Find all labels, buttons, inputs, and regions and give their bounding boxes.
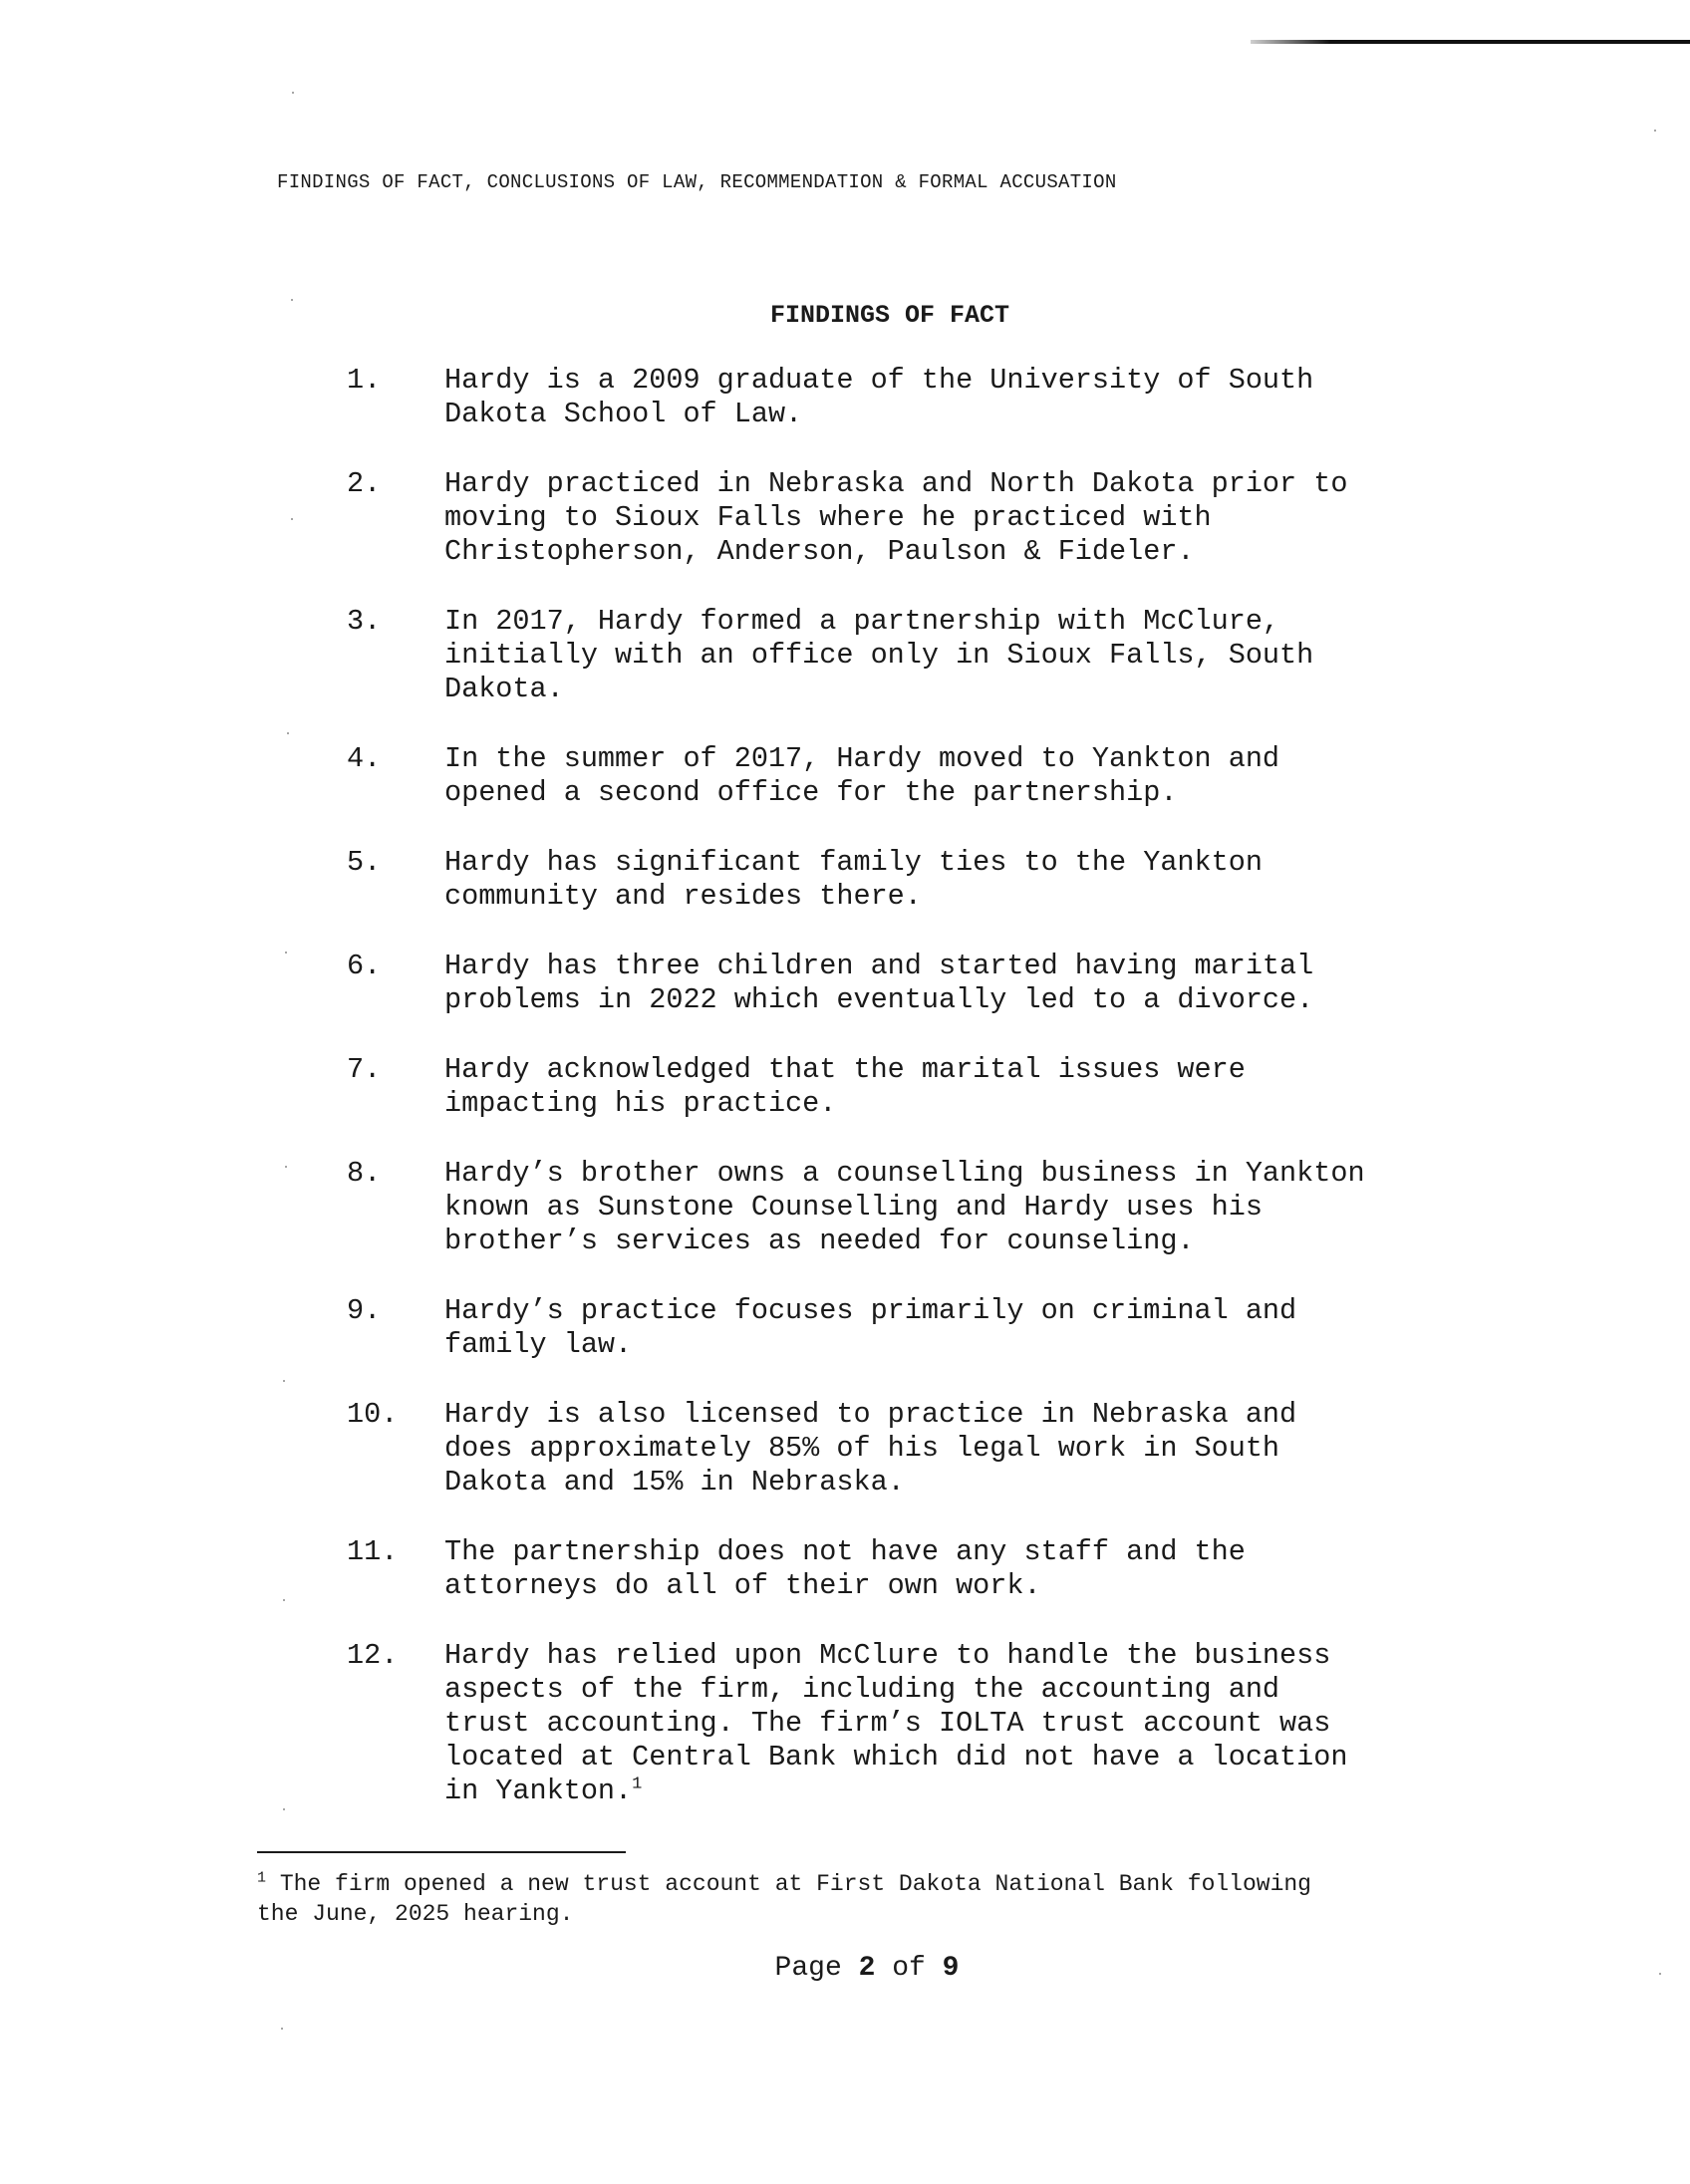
scan-speck — [283, 1599, 285, 1601]
finding-text: Hardy is also licensed to practice in Nebraska and does approximately 85% of his legal work in South Dakota and 15% in Nebraska. — [444, 1398, 1297, 1499]
finding-text: In the summer of 2017, Hardy moved to Yankton and opened a second office for the partnership. — [444, 742, 1280, 809]
finding-item — [347, 364, 1493, 431]
finding-number: 11. — [347, 1535, 399, 1568]
footnote-mark: 1 — [257, 1869, 267, 1887]
footnote-reference[interactable]: 1 — [632, 1774, 643, 1794]
finding-number: 4. — [347, 742, 382, 775]
finding-number: 6. — [347, 950, 382, 982]
scan-artifact-line — [1251, 40, 1690, 44]
footnote — [257, 1869, 1453, 1929]
scan-speck — [283, 1808, 285, 1810]
page-total: 9 — [942, 1953, 960, 1984]
finding-item — [347, 1639, 1493, 1808]
finding-number: 7. — [347, 1053, 382, 1086]
finding-item — [347, 1535, 1493, 1603]
finding-item — [347, 1157, 1493, 1258]
scan-speck — [285, 952, 287, 954]
finding-item — [347, 742, 1493, 810]
finding-text: Hardy acknowledged that the marital issues were impacting his practice. — [444, 1053, 1246, 1120]
scan-speck — [281, 2028, 283, 2030]
finding-number: 8. — [347, 1157, 382, 1190]
finding-number: 10. — [347, 1398, 399, 1431]
finding-text: The partnership does not have any staff and the attorneys do all of their own work. — [444, 1535, 1246, 1602]
finding-number: 9. — [347, 1294, 382, 1327]
scan-speck — [292, 92, 294, 94]
page-separator: of — [892, 1953, 926, 1984]
scan-speck — [291, 299, 293, 301]
finding-text — [444, 1639, 1451, 1808]
finding-item — [347, 467, 1493, 569]
scan-speck — [285, 1166, 287, 1168]
finding-item — [347, 605, 1493, 706]
finding-item — [347, 1053, 1493, 1121]
finding-text: Hardy’s practice focuses primarily on criminal and family law. — [444, 1294, 1297, 1361]
finding-text: Hardy has significant family ties to the Yankton community and resides there. — [444, 846, 1263, 913]
finding-number: 3. — [347, 605, 382, 638]
section-title: FINDINGS OF FACT — [770, 301, 1010, 330]
finding-item — [347, 1398, 1493, 1500]
scan-speck — [283, 1380, 285, 1382]
page-current: 2 — [858, 1953, 876, 1984]
finding-number: 12. — [347, 1639, 399, 1672]
findings-list — [347, 364, 1493, 1844]
finding-text: In 2017, Hardy formed a partnership with McClure, initially with an office only in Sioux Falls, South Dakota. — [444, 605, 1314, 705]
finding-text: Hardy practiced in Nebraska and North Dakota prior to moving to Sioux Falls where he practiced with Christopherson, Anderson, Paulson & Fideler. — [444, 467, 1348, 568]
finding-item — [347, 846, 1493, 914]
finding-number: 1. — [347, 364, 382, 397]
footnote-divider — [257, 1851, 626, 1853]
finding-text: Hardy has three children and started having marital problems in 2022 which eventually led to a divorce. — [444, 950, 1314, 1016]
page-number — [0, 1953, 1690, 1984]
scan-speck — [1654, 130, 1656, 132]
finding-item — [347, 950, 1493, 1017]
finding-number: 5. — [347, 846, 382, 879]
finding-text: Hardy is a 2009 graduate of the University of South Dakota School of Law. — [444, 364, 1314, 430]
finding-text-body: Hardy has relied upon McClure to handle the business aspects of the firm, including the accounting and trust accounting. The firm’s IOLTA trust account was located at Central Bank which did not have a location in Yankton. — [444, 1639, 1348, 1807]
scan-speck — [291, 518, 293, 520]
scan-speck — [1659, 1973, 1661, 1975]
finding-item — [347, 1294, 1493, 1362]
scan-speck — [287, 732, 289, 734]
footnote-text: The firm opened a new trust account at First Dakota National Bank following the June, 2025 hearing. — [257, 1871, 1311, 1927]
running-header: FINDINGS OF FACT, CONCLUSIONS OF LAW, RECOMMENDATION & FORMAL ACCUSATION — [277, 171, 1117, 193]
finding-text: Hardy’s brother owns a counselling business in Yankton known as Sunstone Counselling and Hardy uses his brother’s services as needed for counseling. — [444, 1157, 1365, 1257]
finding-number: 2. — [347, 467, 382, 500]
page-prefix: Page — [774, 1953, 842, 1984]
